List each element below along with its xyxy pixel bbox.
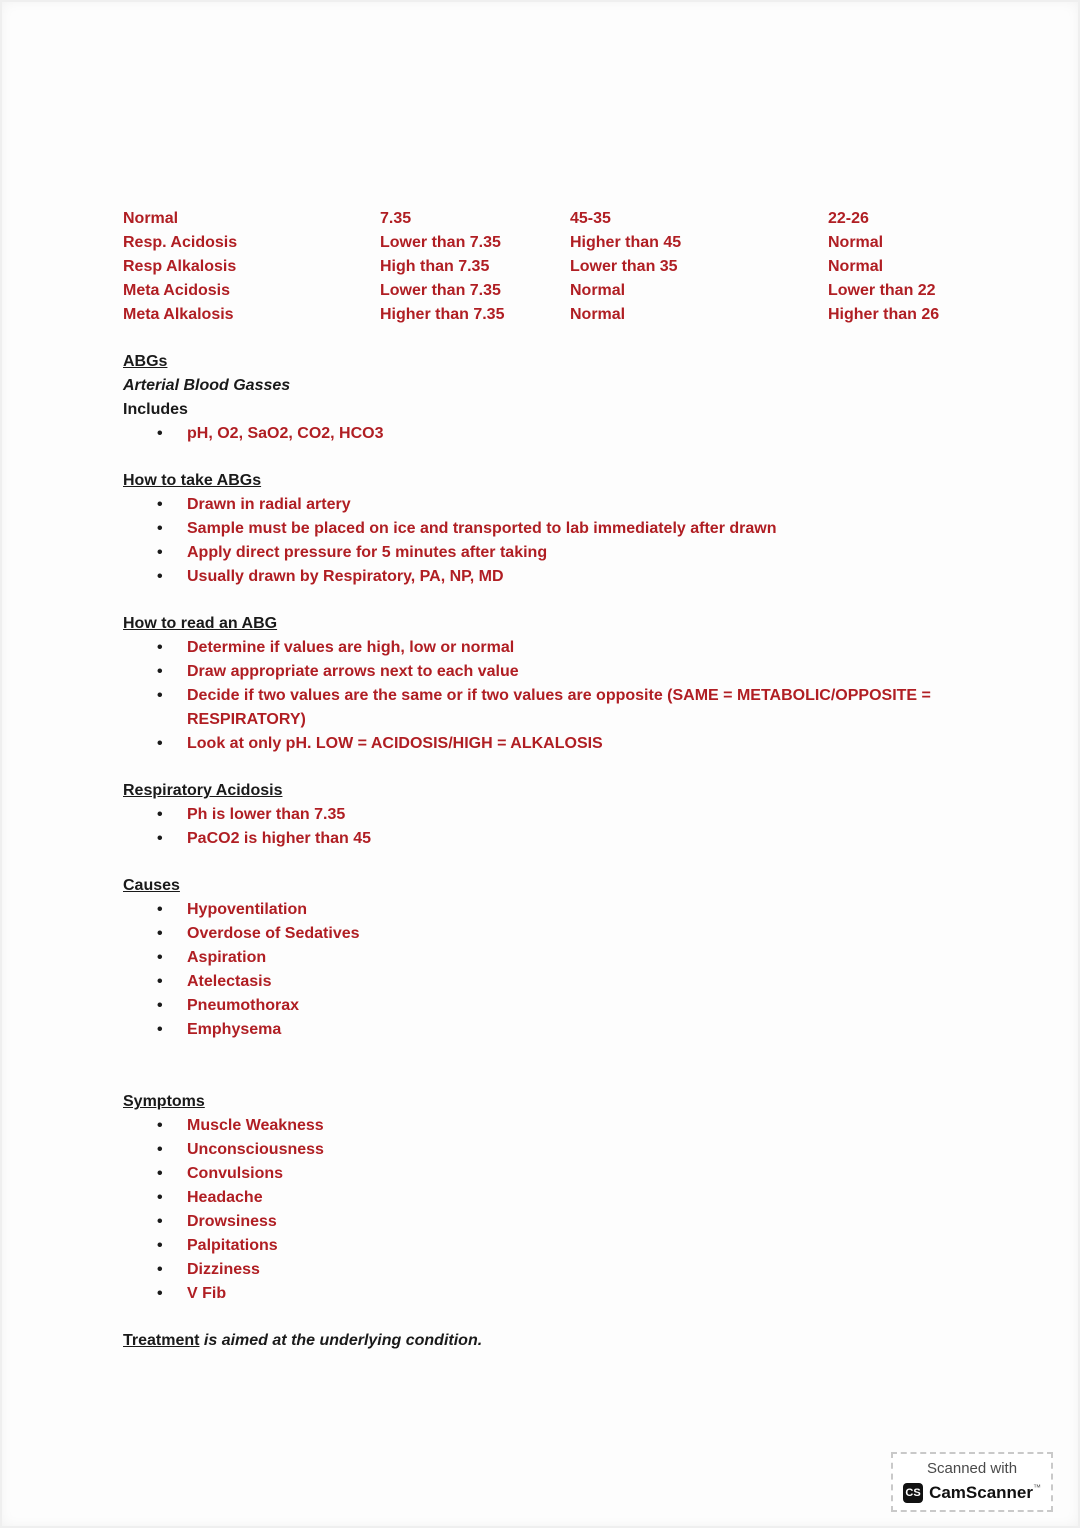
bullet-item: • Muscle Weakness — [123, 1114, 963, 1138]
section-respiratory-acidosis — [123, 779, 963, 851]
bullet-item: • PaCO2 is higher than 45 — [123, 827, 963, 851]
section-abgs — [123, 350, 963, 446]
bullet-item: • Sample must be placed on ice and transported to lab immediately after drawn — [123, 517, 963, 541]
bullet-item: • Pneumothorax — [123, 994, 963, 1018]
bullet-item: • Drawn in radial artery — [123, 493, 963, 517]
camscanner-logo-icon: CS — [903, 1483, 923, 1503]
section-how-to-read-abg — [123, 612, 963, 756]
bullet-item: • Dizziness — [123, 1258, 963, 1282]
table-cell: 7.35 — [380, 210, 412, 227]
table-cell: Meta Alkalosis — [123, 306, 234, 323]
treatment-label: Treatment — [123, 1332, 200, 1349]
table-cell: Meta Acidosis — [123, 282, 230, 299]
bullet-item: • Convulsions — [123, 1162, 963, 1186]
bullet-item: • Headache — [123, 1186, 963, 1210]
section-heading: ABGs — [123, 353, 168, 370]
bullet-item: • Draw appropriate arrows next to each value — [123, 660, 963, 684]
camscanner-badge — [891, 1452, 1053, 1512]
section-heading: Respiratory Acidosis — [123, 782, 283, 799]
table-cell: Higher than 26 — [828, 306, 940, 323]
section-heading: How to read an ABG — [123, 615, 278, 632]
bullet-item: • Ph is lower than 7.35 — [123, 803, 963, 827]
bullet-item: • Atelectasis — [123, 970, 963, 994]
bullet-item: • pH, O2, SaO2, CO2, HCO3 — [123, 422, 963, 446]
section-heading: Symptoms — [123, 1093, 205, 1110]
bullet-item: • Determine if values are high, low or normal — [123, 636, 963, 660]
bullet-item: • Look at only pH. LOW = ACIDOSIS/HIGH = ALKALOSIS — [123, 732, 963, 756]
table-cell: Normal — [570, 282, 626, 299]
table-cell: Lower than 35 — [570, 258, 678, 275]
table-cell: High than 7.35 — [380, 258, 490, 275]
bullet-list — [123, 898, 963, 1042]
table-cell: Lower than 7.35 — [380, 282, 501, 299]
table-cell: Normal — [828, 234, 884, 251]
section-heading: Causes — [123, 877, 180, 894]
treatment-note — [123, 1329, 963, 1353]
bullet-item: • V Fib — [123, 1282, 963, 1306]
table-cell: Resp Alkalosis — [123, 258, 237, 275]
table-cell: Lower than 7.35 — [380, 234, 501, 251]
trademark-symbol: ™ — [1033, 1483, 1041, 1492]
table-cell: Normal — [570, 306, 626, 323]
bullet-list — [123, 636, 963, 756]
bullet-list — [123, 1114, 963, 1306]
bullet-list — [123, 493, 963, 589]
document-content — [123, 207, 963, 1353]
bullet-item: • Decide if two values are the same or if two values are opposite (SAME = METABOLIC/OPPOSITE = RESPIRATORY) — [123, 684, 963, 732]
section-symptoms — [123, 1090, 963, 1306]
bullet-item: • Hypoventilation — [123, 898, 963, 922]
table-cell: Higher than 45 — [570, 234, 682, 251]
bullet-item: • Palpitations — [123, 1234, 963, 1258]
section-heading: How to take ABGs — [123, 472, 262, 489]
bullet-item: • Drowsiness — [123, 1210, 963, 1234]
table-cell: 45-35 — [570, 210, 611, 227]
section-subheading: Includes — [123, 401, 188, 418]
section-subtitle: Arterial Blood Gasses — [123, 377, 291, 394]
table-cell: Normal — [828, 258, 884, 275]
treatment-text: is aimed at the underlying condition. — [199, 1332, 483, 1349]
bullet-item: • Usually drawn by Respiratory, PA, NP, MD — [123, 565, 963, 589]
camscanner-logo-row — [903, 1483, 1041, 1503]
bullet-item: • Aspiration — [123, 946, 963, 970]
section-causes — [123, 874, 963, 1042]
bullet-item: • Apply direct pressure for 5 minutes after taking — [123, 541, 963, 565]
bullet-item: • Emphysema — [123, 1018, 963, 1042]
section-how-to-take-abgs — [123, 469, 963, 589]
table-cell: Resp. Acidosis — [123, 234, 238, 251]
bullet-list — [123, 422, 963, 446]
bullet-item: • Unconsciousness — [123, 1138, 963, 1162]
camscanner-name: CamScanner — [929, 1483, 1033, 1502]
bullet-list — [123, 803, 963, 851]
bullet-item: • Overdose of Sedatives — [123, 922, 963, 946]
table-cell: Lower than 22 — [828, 282, 936, 299]
table-cell: 22-26 — [828, 210, 869, 227]
scanned-with-label: Scanned with — [927, 1460, 1018, 1477]
table-cell: Normal — [123, 210, 179, 227]
table-cell: Higher than 7.35 — [380, 306, 505, 323]
abg-values-table — [123, 207, 963, 327]
